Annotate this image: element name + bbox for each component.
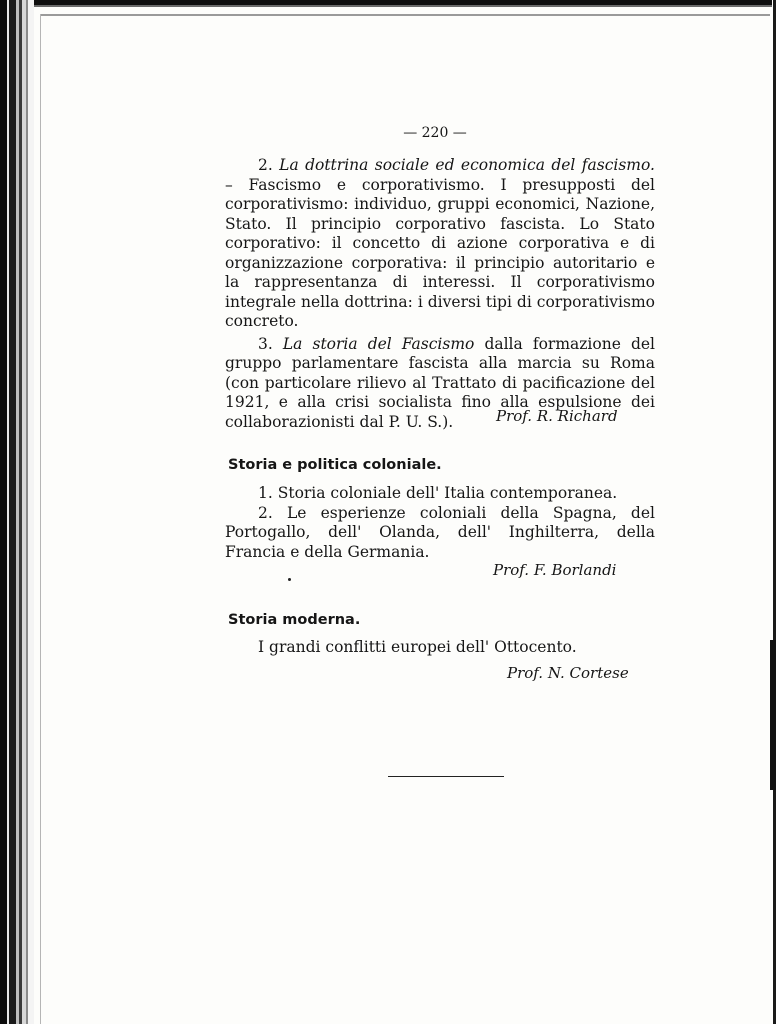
list-item: 2. Le esperienze coloniali della Spagna, del Portogallo, dell' Olanda, dell' Inghilterra, della Francia e della Germania. xyxy=(225,503,655,561)
scan-top-edge xyxy=(0,0,776,10)
section-storia-moderna xyxy=(225,638,655,658)
scan-binding-edge xyxy=(0,0,34,1024)
signature-borlandi: Prof. F. Borlandi xyxy=(493,561,617,579)
scan-right-mark xyxy=(770,640,776,790)
heading-storia-moderna: Storia moderna. xyxy=(228,612,361,628)
heading-storia-politica-coloniale: Storia e politica coloniale. xyxy=(228,457,442,473)
closing-rule xyxy=(388,776,504,777)
item-title: La storia del Fascismo xyxy=(282,334,475,353)
item-dottrina-sociale xyxy=(225,156,655,332)
item-title: La dottrina sociale ed economica del fascismo. xyxy=(279,156,655,174)
page-number: — 220 — xyxy=(403,125,467,141)
scan-top-line xyxy=(40,14,770,16)
scan-speck xyxy=(288,578,291,581)
list-item: I grandi conflitti europei dell' Ottocento. xyxy=(258,638,577,656)
signature-richard: Prof. R. Richard xyxy=(496,407,618,425)
item-body: – Fascismo e corporativismo. I presupposti del corporativismo: individuo, gruppi economici, Nazione, Stato. Il principio corporativo fascista. Lo Stato corporativo: il concetto di azione corporativa e di organizzazione corporativa: il principio autoritario e la rappresentanza di interessi. Il corporativismo integrale nella dottrina: i diversi tipi di corporativismo concreto. xyxy=(225,175,655,330)
scan-left-line xyxy=(40,14,41,1024)
list-item: 1. Storia coloniale dell' Italia contemporanea. xyxy=(258,484,618,502)
section-fascismo xyxy=(225,156,655,432)
scan-right-edge xyxy=(772,0,776,1024)
section-coloniale xyxy=(225,484,655,562)
signature-cortese: Prof. N. Cortese xyxy=(507,664,629,682)
item-body: dalla formazione del gruppo parlamentare fascista alla marcia su Roma (con particolare rilievo al Trattato di pacificazione del 1921, e alla crisi socialista fino alla espulsione dei collaborazionisti dal P. U. S.). xyxy=(225,334,655,431)
item-number: 2. xyxy=(258,156,273,174)
item-number: 3. xyxy=(258,334,273,353)
